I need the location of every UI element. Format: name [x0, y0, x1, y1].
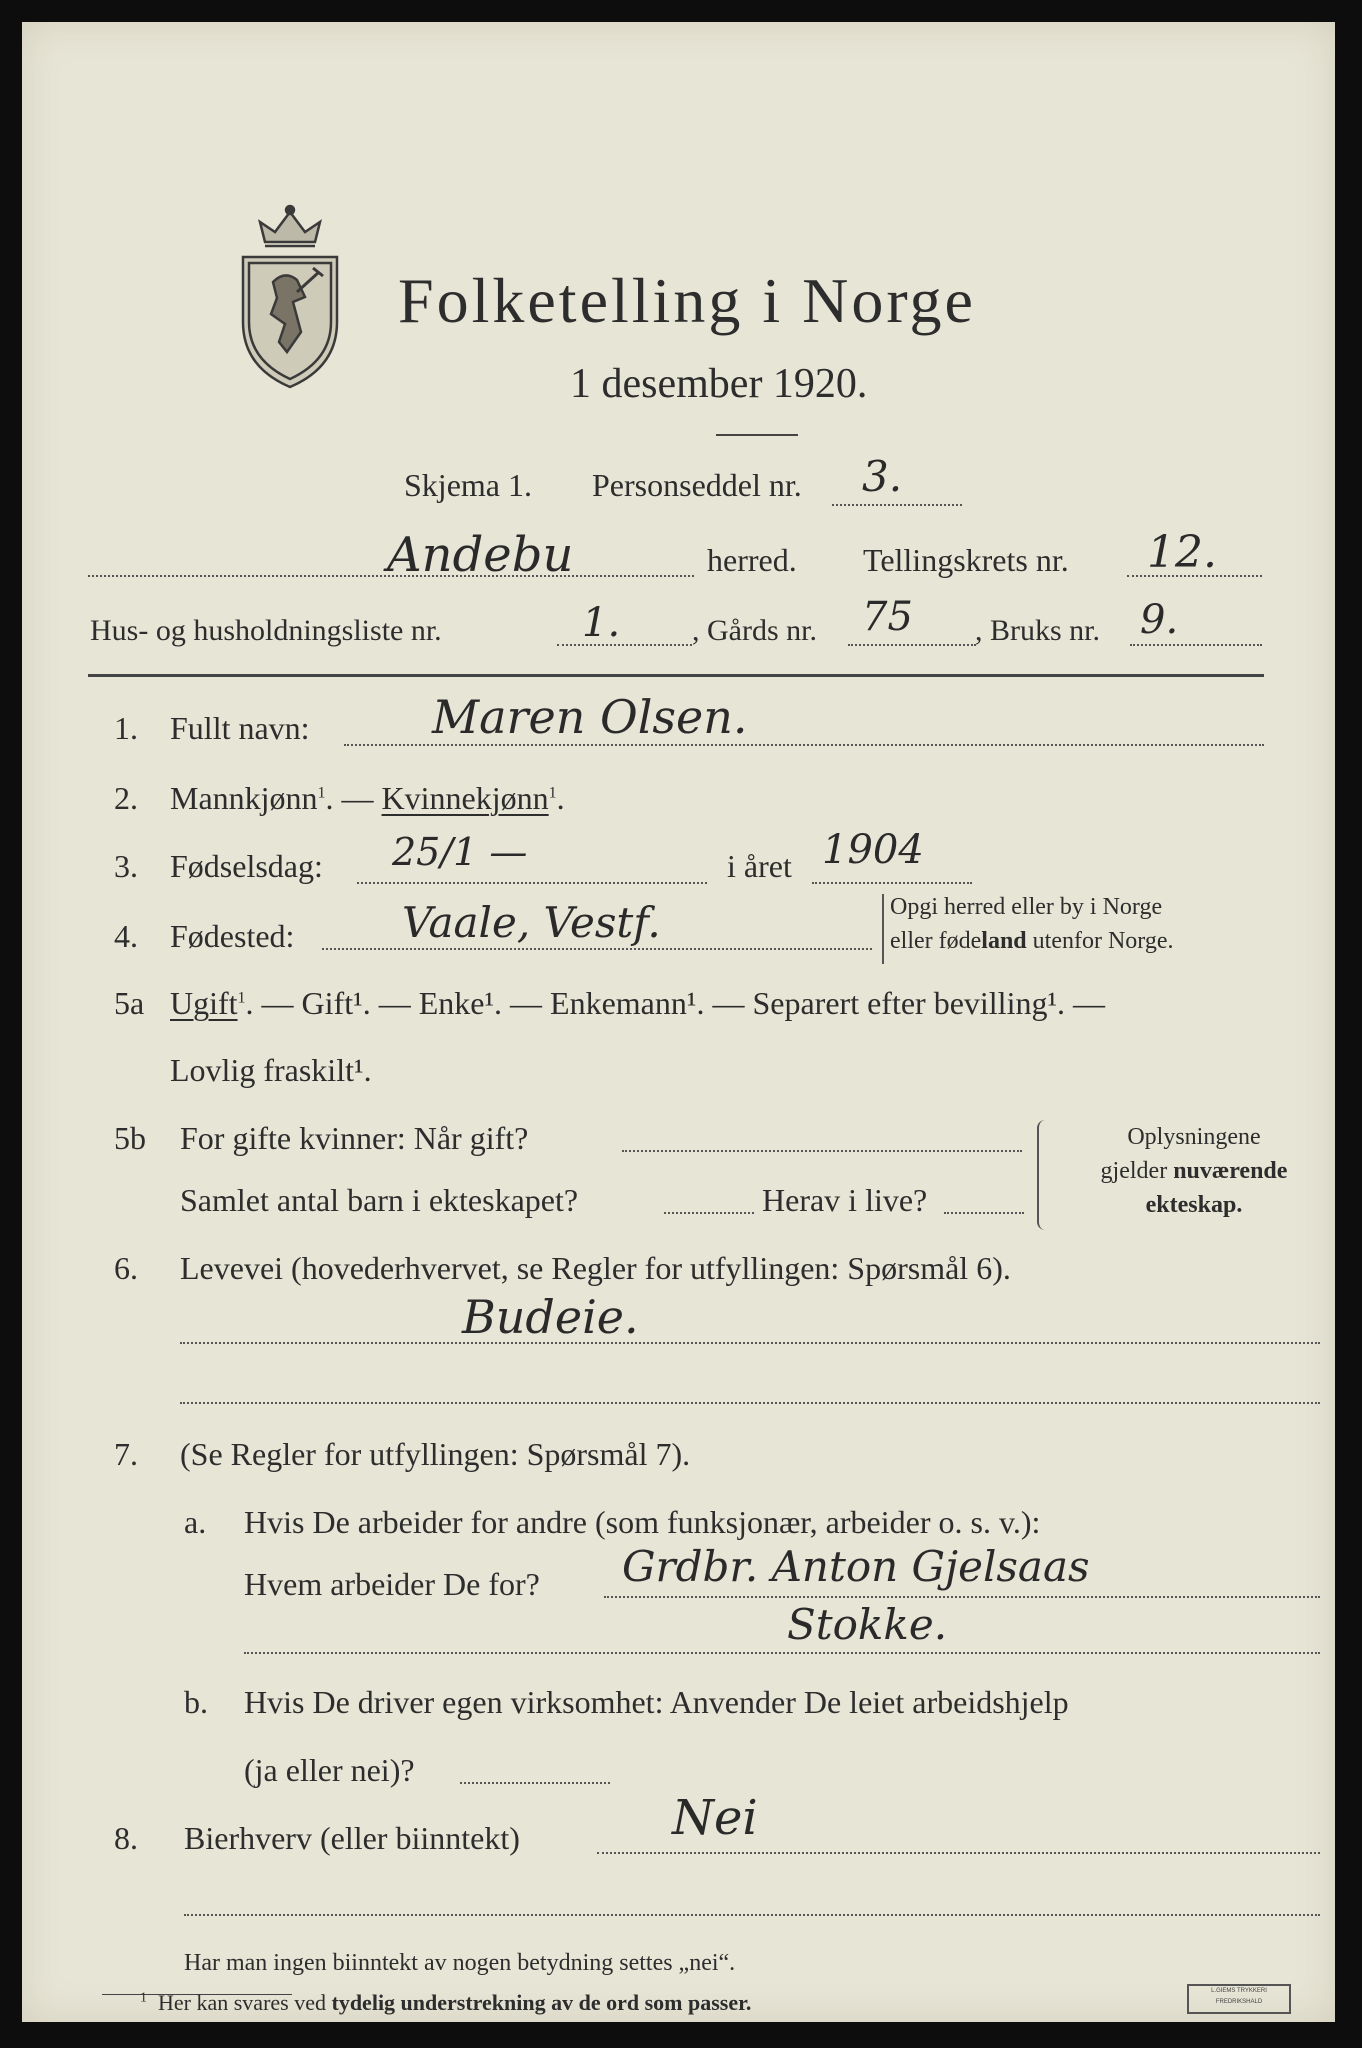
q5b-note-part-b: nuværende	[1173, 1158, 1288, 1184]
aret-line	[812, 882, 972, 884]
q8-line2	[184, 1914, 1320, 1916]
q8-number: 8.	[114, 1820, 138, 1856]
aret-label: i året	[727, 848, 792, 884]
norwegian-coat-of-arms-icon	[235, 202, 345, 392]
q4-line	[322, 948, 872, 950]
hus-line	[557, 644, 692, 646]
personseddel-line	[832, 504, 962, 506]
q1-number: 1.	[114, 710, 138, 746]
occupation-value: Budeie.	[462, 1290, 639, 1344]
q5b-note-line2	[1054, 1154, 1334, 1188]
herred-label: herred.	[707, 542, 797, 578]
employer-value: Grdbr. Anton Gjelsaas	[622, 1542, 1090, 1591]
q3-label: Fødselsdag:	[170, 848, 323, 884]
q2-number: 2.	[114, 780, 138, 816]
q2-text	[170, 780, 565, 817]
gards-label: , Gårds nr.	[692, 614, 817, 647]
q4-note	[890, 890, 1174, 958]
footer-note: Har man ingen biinntekt av nogen betydning settes „nei“.	[184, 1950, 736, 1976]
bruks-line	[1130, 644, 1262, 646]
q1-label: Fullt navn:	[170, 710, 310, 746]
q7a-line-dots	[604, 1596, 1320, 1598]
q7a-letter: a.	[184, 1504, 207, 1540]
q3-number: 3.	[114, 848, 138, 884]
q7b-dots	[460, 1782, 610, 1784]
form-title: Folketelling i Norge	[398, 265, 976, 336]
header-divider	[88, 674, 1264, 677]
birth-year-value: 1904	[822, 827, 924, 873]
q5b-line1-dots	[622, 1150, 1022, 1152]
full-name-value: Maren Olsen.	[432, 690, 748, 744]
q7a-line1: Hvis De arbeider for andre (som funksjonær, arbeider o. s. v.):	[244, 1504, 1041, 1540]
q6-label: Levevei (hovederhvervet, se Regler for utfyllingen: Spørsmål 6).	[180, 1250, 1011, 1286]
q3-line	[357, 882, 707, 884]
q4-note-line2	[890, 924, 1174, 958]
q5b-children-dots	[664, 1212, 754, 1214]
census-date: 1 desember 1920.	[570, 361, 868, 407]
side-income-value: Nei	[672, 1790, 758, 1846]
q8-label: Bierhverv (eller biinntekt)	[184, 1820, 520, 1856]
employer-location-value: Stokke.	[787, 1600, 948, 1649]
footnote	[140, 1990, 751, 2016]
printer-stamp: L.GIEMS TRYKKERI FREDRIKSHALD	[1187, 1984, 1291, 2014]
bruks-label: , Bruks nr.	[975, 614, 1101, 647]
q5b-note-bracket	[1037, 1120, 1049, 1230]
herred-value: Andebu	[387, 527, 574, 583]
q5a-sup: 1	[237, 989, 246, 1007]
tellingskrets-value: 12.	[1147, 527, 1217, 578]
q7-label: (Se Regler for utfyllingen: Spørsmål 7).	[180, 1436, 691, 1472]
q5a-line2: Lovlig fraskilt¹.	[170, 1052, 372, 1088]
bruks-value: 9.	[1140, 597, 1179, 643]
q7a-line2-dots	[244, 1652, 1320, 1654]
q5b-note-line1: Oplysningene	[1127, 1124, 1261, 1150]
q4-note-line1: Opgi herred eller by i Norge	[890, 894, 1163, 920]
q4-note-part-a: eller føde	[890, 928, 982, 954]
gards-value: 75	[862, 594, 913, 640]
q7b-line2: (ja eller nei)?	[244, 1752, 415, 1788]
q6-number: 6.	[114, 1250, 138, 1286]
q7a-line2: Hvem arbeider De for?	[244, 1566, 540, 1602]
q2-end: .	[556, 780, 565, 816]
q5b-line2b: Herav i live?	[762, 1182, 928, 1218]
q5a-options: . — Gift¹. — Enke¹. — Enkemann¹. — Separert efter bevilling¹. —	[245, 985, 1106, 1021]
personseddel-label: Personseddel nr.	[592, 467, 802, 503]
q5b-note-part-a: gjelder	[1100, 1158, 1174, 1184]
q7b-letter: b.	[184, 1684, 208, 1720]
q5b-line1: For gifte kvinner: Når gift?	[180, 1120, 529, 1156]
ugift-label: Ugift	[170, 985, 238, 1021]
q2-sup-2: 1	[548, 784, 557, 802]
personseddel-value: 3.	[862, 452, 903, 501]
q5b-note	[1054, 1120, 1334, 1222]
q7b-line1: Hvis De driver egen virksomhet: Anvender De leiet arbeidshjelp	[244, 1684, 1069, 1720]
hus-label: Hus- og husholdningsliste nr.	[90, 614, 442, 647]
mannkjonn-label: Mannkjønn	[170, 780, 318, 816]
q7-number: 7.	[114, 1436, 138, 1472]
q5a-text	[170, 985, 1105, 1022]
q5b-line2a: Samlet antal barn i ekteskapet?	[180, 1182, 579, 1218]
birthday-value: 25/1 —	[392, 830, 528, 874]
q4-label: Fødested:	[170, 918, 295, 954]
footnote-number: 1	[140, 1990, 147, 2006]
footnote-text-b: tydelig understrekning av de ord som passer.	[331, 1990, 752, 2015]
q1-line	[344, 744, 1264, 746]
q2-separator: . —	[325, 780, 374, 816]
skjema-label: Skjema 1.	[404, 467, 532, 503]
tellingskrets-label: Tellingskrets nr.	[863, 542, 1069, 578]
hus-value: 1.	[582, 600, 621, 646]
q4-number: 4.	[114, 918, 138, 954]
gards-line	[848, 644, 976, 646]
birthplace-value: Vaale, Vestf.	[402, 898, 661, 947]
q4-note-part-b: land	[981, 928, 1027, 954]
q6-line1	[180, 1342, 1320, 1344]
footnote-text-a: Her kan svares ved	[158, 1990, 332, 2015]
q4-note-bracket	[882, 894, 886, 964]
q4-note-part-c: utenfor Norge.	[1026, 928, 1174, 954]
q2-sup-1: 1	[317, 784, 326, 802]
q6-line2	[180, 1402, 1320, 1404]
census-form-page	[22, 22, 1335, 2022]
q8-line	[597, 1852, 1320, 1854]
kvinnekjonn-label: Kvinnekjønn	[381, 780, 549, 816]
q5b-note-line3: ekteskap.	[1145, 1192, 1243, 1218]
q5a-number: 5a	[114, 985, 145, 1021]
q5b-alive-dots	[944, 1212, 1024, 1214]
title-divider	[716, 434, 798, 436]
q5b-number: 5b	[114, 1120, 146, 1156]
